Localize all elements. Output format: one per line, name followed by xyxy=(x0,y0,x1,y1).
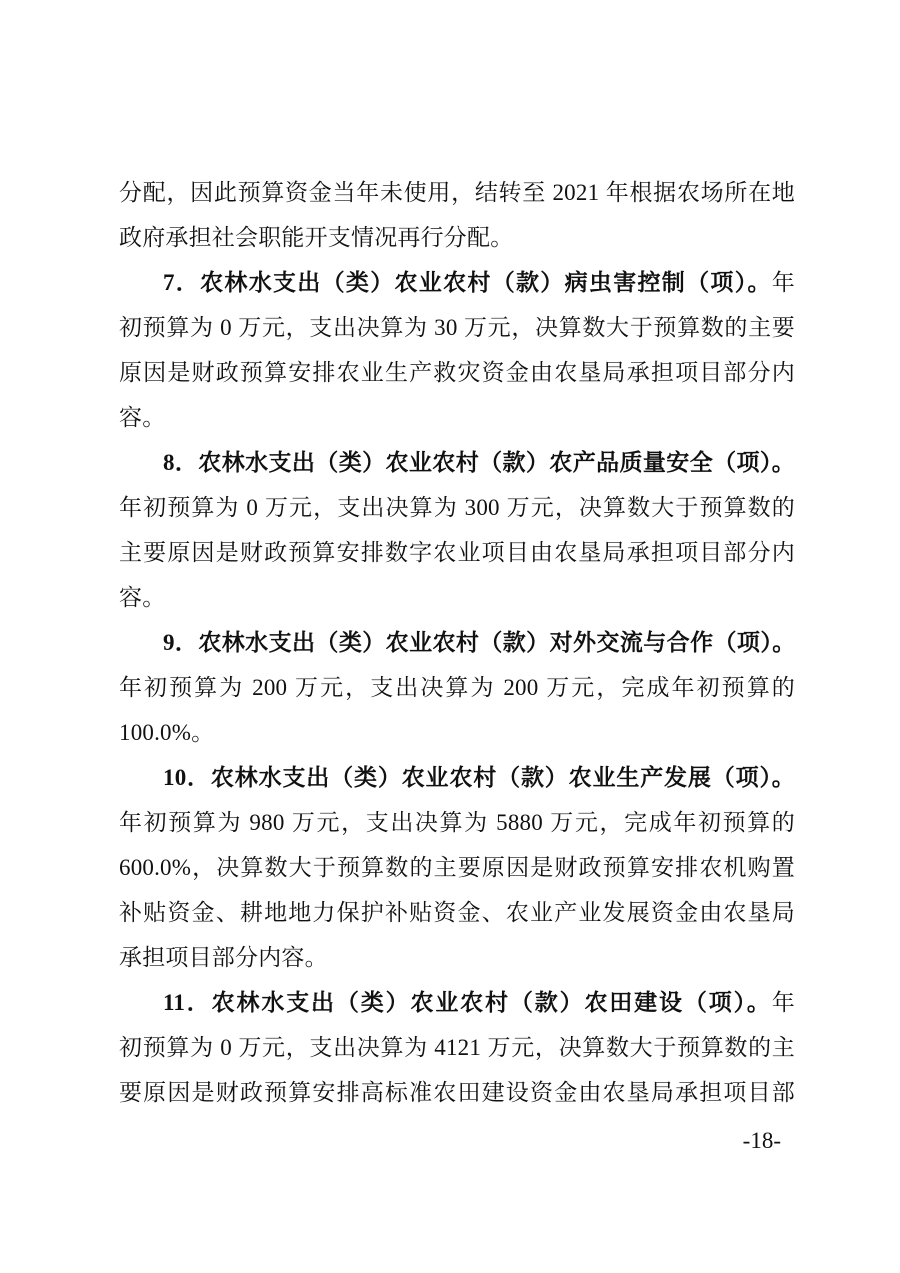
item-9-heading: 9．农林水支出（类）农业农村（款）对外交流与合作（项）。 xyxy=(163,630,795,655)
text-line xyxy=(119,395,795,440)
text-line xyxy=(119,1070,795,1115)
text-line xyxy=(119,305,795,350)
item-10-heading: 10．农林水支出（类）农业农村（款）农业生产发展（项）。 xyxy=(163,765,795,790)
text-run: 年初预算为 200 万元，支出决算为 200 万元，完成年初预算的 xyxy=(119,675,795,700)
text-run: 分配，因此预算资金当年未使用，结转至 2021 年根据农场所在地 xyxy=(119,180,795,205)
text-line xyxy=(119,980,795,1025)
text-line xyxy=(119,215,795,260)
text-run: 补贴资金、耕地地力保护补贴资金、农业产业发展资金由农垦局 xyxy=(119,900,795,925)
text-line xyxy=(119,575,795,620)
item-7-heading: 7．农林水支出（类）农业农村（款）病虫害控制（项）。 xyxy=(163,270,772,295)
text-line xyxy=(119,530,795,575)
text-run: 容。 xyxy=(119,585,166,610)
text-run: 年 xyxy=(771,270,795,295)
page-number: -18- xyxy=(742,1128,781,1153)
text-run: 年 xyxy=(771,990,795,1015)
text-line xyxy=(119,890,795,935)
text-run: 年初预算为 980 万元，支出决算为 5880 万元，完成年初预算的 xyxy=(119,810,795,835)
text-run: 初预算为 0 万元，支出决算为 4121 万元，决算数大于预算数的主 xyxy=(119,1035,795,1060)
text-run: 600.0%，决算数大于预算数的主要原因是财政预算安排农机购置 xyxy=(119,855,795,880)
text-line xyxy=(119,350,795,395)
text-run: 初预算为 0 万元，支出决算为 30 万元，决算数大于预算数的主要 xyxy=(119,315,795,340)
text-run: 要原因是财政预算安排高标准农田建设资金由农垦局承担项目部 xyxy=(119,1080,795,1105)
text-run: 100.0%。 xyxy=(119,720,215,745)
text-line xyxy=(119,665,795,710)
text-line xyxy=(119,485,795,530)
text-line xyxy=(119,1025,795,1070)
text-line xyxy=(119,710,795,755)
text-line xyxy=(119,800,795,845)
text-line xyxy=(119,845,795,890)
item-8-heading: 8．农林水支出（类）农业农村（款）农产品质量安全（项）。 xyxy=(163,450,795,475)
item-11-heading: 11．农林水支出（类）农业农村（款）农田建设（项）。 xyxy=(163,990,772,1015)
text-line xyxy=(119,935,795,980)
text-run: 年初预算为 0 万元，支出决算为 300 万元，决算数大于预算数的 xyxy=(119,495,795,520)
text-line xyxy=(119,440,795,485)
text-line xyxy=(119,620,795,665)
text-run: 承担项目部分内容。 xyxy=(119,945,328,970)
text-run: 容。 xyxy=(119,405,166,430)
text-line xyxy=(119,260,795,305)
text-run: 原因是财政预算安排农业生产救灾资金由农垦局承担项目部分内 xyxy=(119,360,795,385)
page-body-text xyxy=(119,170,795,1115)
text-line xyxy=(119,170,795,215)
text-run: 政府承担社会职能开支情况再行分配。 xyxy=(119,225,514,250)
text-run: 主要原因是财政预算安排数字农业项目由农垦局承担项目部分内 xyxy=(119,540,795,565)
text-line xyxy=(119,755,795,800)
